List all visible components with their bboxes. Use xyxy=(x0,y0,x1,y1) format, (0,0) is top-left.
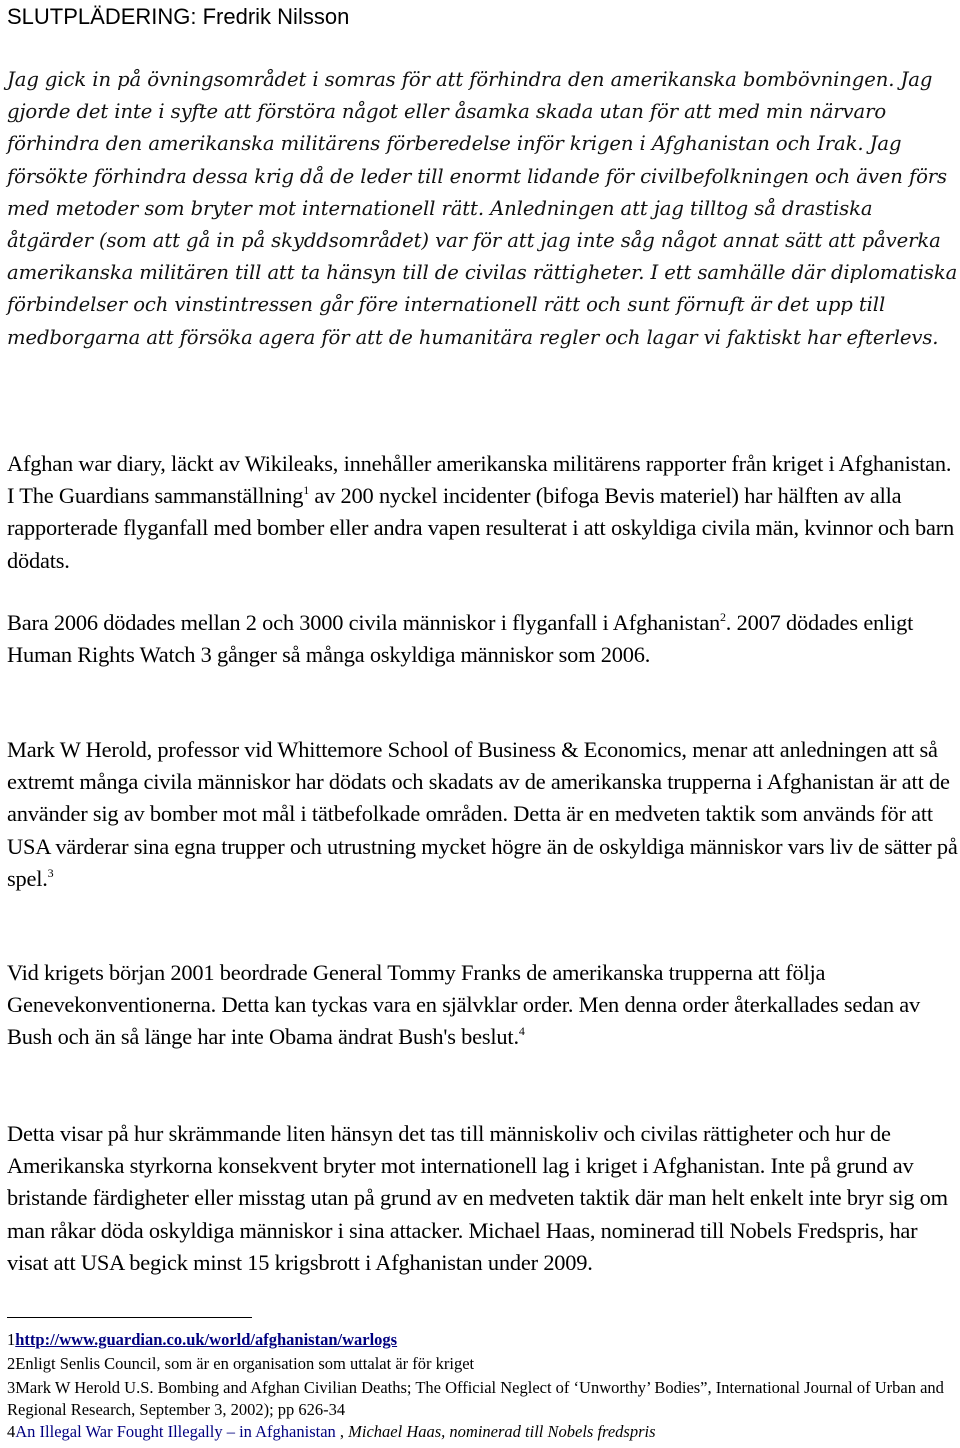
guardian-link[interactable]: http://www.guardian.co.uk/world/afghanistan/warlogs xyxy=(15,1330,398,1349)
paragraph-wikileaks xyxy=(7,448,959,577)
paragraph-text: Bara 2006 dödades mellan 2 och 3000 civila människor i flyganfall i Afghanistan xyxy=(7,610,720,635)
paragraph-text: . 2007 dödades enligt Human Rights Watch 3 gånger så många oskyldiga människor som 2006. xyxy=(7,610,914,668)
footnote-number: 1 xyxy=(7,1330,16,1349)
footnote-3 xyxy=(7,1377,959,1421)
footnote-2 xyxy=(7,1353,959,1375)
footnote-author: Michael Haas, nominerad till Nobels fredspris xyxy=(348,1422,656,1441)
paragraph-text: Afghan war diary, läckt av Wikileaks, innehåller amerikanska militärens rapporter från kriget i Afghanistan. I The Guardians sammanställning xyxy=(7,451,952,509)
footnote-ref-3[interactable]: 3 xyxy=(47,865,54,880)
footnote-article-title[interactable]: An Illegal War Fought Illegally – in Afghanistan xyxy=(15,1422,336,1441)
footnote-ref-1[interactable]: 1 xyxy=(303,483,310,498)
paragraph-conclusion: Detta visar på hur skrämmande liten hänsyn det tas till människoliv och civilas rättigheter och hur de Amerikanska styrkorna konsekvent bryter mot internationell lag i kriget i Afghanistan. Inte på grund av bristande färdigheter eller misstag utan på grund av en medveten taktik där man helt enkelt inte bryr sig om man råkar döda oskyldiga människor i sina attacker. Michael Haas, nominerad till Nobels Fredspris, har visat att USA begick minst 15 krigsbrott i Afghanistan under 2009. xyxy=(7,1121,948,1275)
footnote-ref-4[interactable]: 4 xyxy=(518,1024,525,1039)
paragraph-text: Vid krigets början 2001 beordrade General Tommy Franks de amerikanska trupperna att följa Genevekonventionerna. Detta kan tyckas vara en självklar order. Men denna order återkallades sedan av Bush och än så länge har inte Obama ändrat Bush's beslut. xyxy=(7,960,920,1050)
footnote-number: 4 xyxy=(7,1422,16,1441)
paragraph-geneva xyxy=(7,957,959,1054)
footnote-4 xyxy=(7,1421,959,1443)
footnote-ref-2[interactable]: 2 xyxy=(719,610,726,624)
footnote-divider xyxy=(7,1317,252,1318)
paragraph-text: av 200 nyckel incidenter (bifoga Bevis materiel) har hälften av alla rapporterade flyganfall med bomber eller andra vapen resulterat i att oskyldiga civila män, kvinnor och barn dödats. xyxy=(7,483,955,573)
footnote-1 xyxy=(7,1329,959,1351)
footnote-number: 3 xyxy=(7,1378,16,1397)
paragraph-civilian-deaths xyxy=(7,607,959,671)
paragraph-herold xyxy=(7,734,959,895)
footnote-text: Enligt Senlis Council, som är en organisation som uttalat är för kriget xyxy=(15,1354,475,1373)
paragraph-text: Mark W Herold, professor vid Whittemore School of Business & Economics, menar att anledningen att så extremt många civila människor har dödats och skadats av de amerikanska trupperna i Afghanistan är att de använder sig av bomber mot mål i tätbefolkade områden. Detta är en medveten taktik som används för att USA värderar sina egna trupper och utrustning mycket högre än de oskyldiga människor vars liv de sätter på spel. xyxy=(7,737,958,891)
footnote-text: Mark W Herold U.S. Bombing and Afghan Civilian Deaths; The Official Neglect of ‘Unworthy’ Bodies”, International Journal of Urban and Regional Research, September 3, 2002); pp 626-34 xyxy=(7,1378,944,1419)
footnote-number: 2 xyxy=(7,1354,16,1373)
footnote-separator: , xyxy=(335,1422,349,1441)
intro-statement: Jag gick in på övningsområdet i somras för att förhindra den amerikanska bombövningen. Jag gjorde det inte i syfte att förstöra något eller åsamka skada utan för att med min närvaro förhindra den amerikanska militärens förberedelse inför krigen i Afghanistan och Irak. Jag försökte förhindra dessa krig då de leder till enormt lidande för civilbefolkningen och även förs med metoder som bryter mot internationell rätt. Anledningen att jag tilltog så drastiska åtgärder (som att gå in på skyddsområdet) var för att jag inte såg något annat sätt att påverka amerikanska militären till att ta hänsyn till de civilas rättigheter. I ett samhälle där diplomatiska förbindelser och vinstintressen går före internationell rätt och sunt förnuft är det upp till medborgarna att försöka agera för att de humanitära regler och lagar vi faktiskt har efterlevs. xyxy=(7,68,958,349)
page-title: SLUTPLÄDERING: Fredrik Nilsson xyxy=(7,4,350,29)
